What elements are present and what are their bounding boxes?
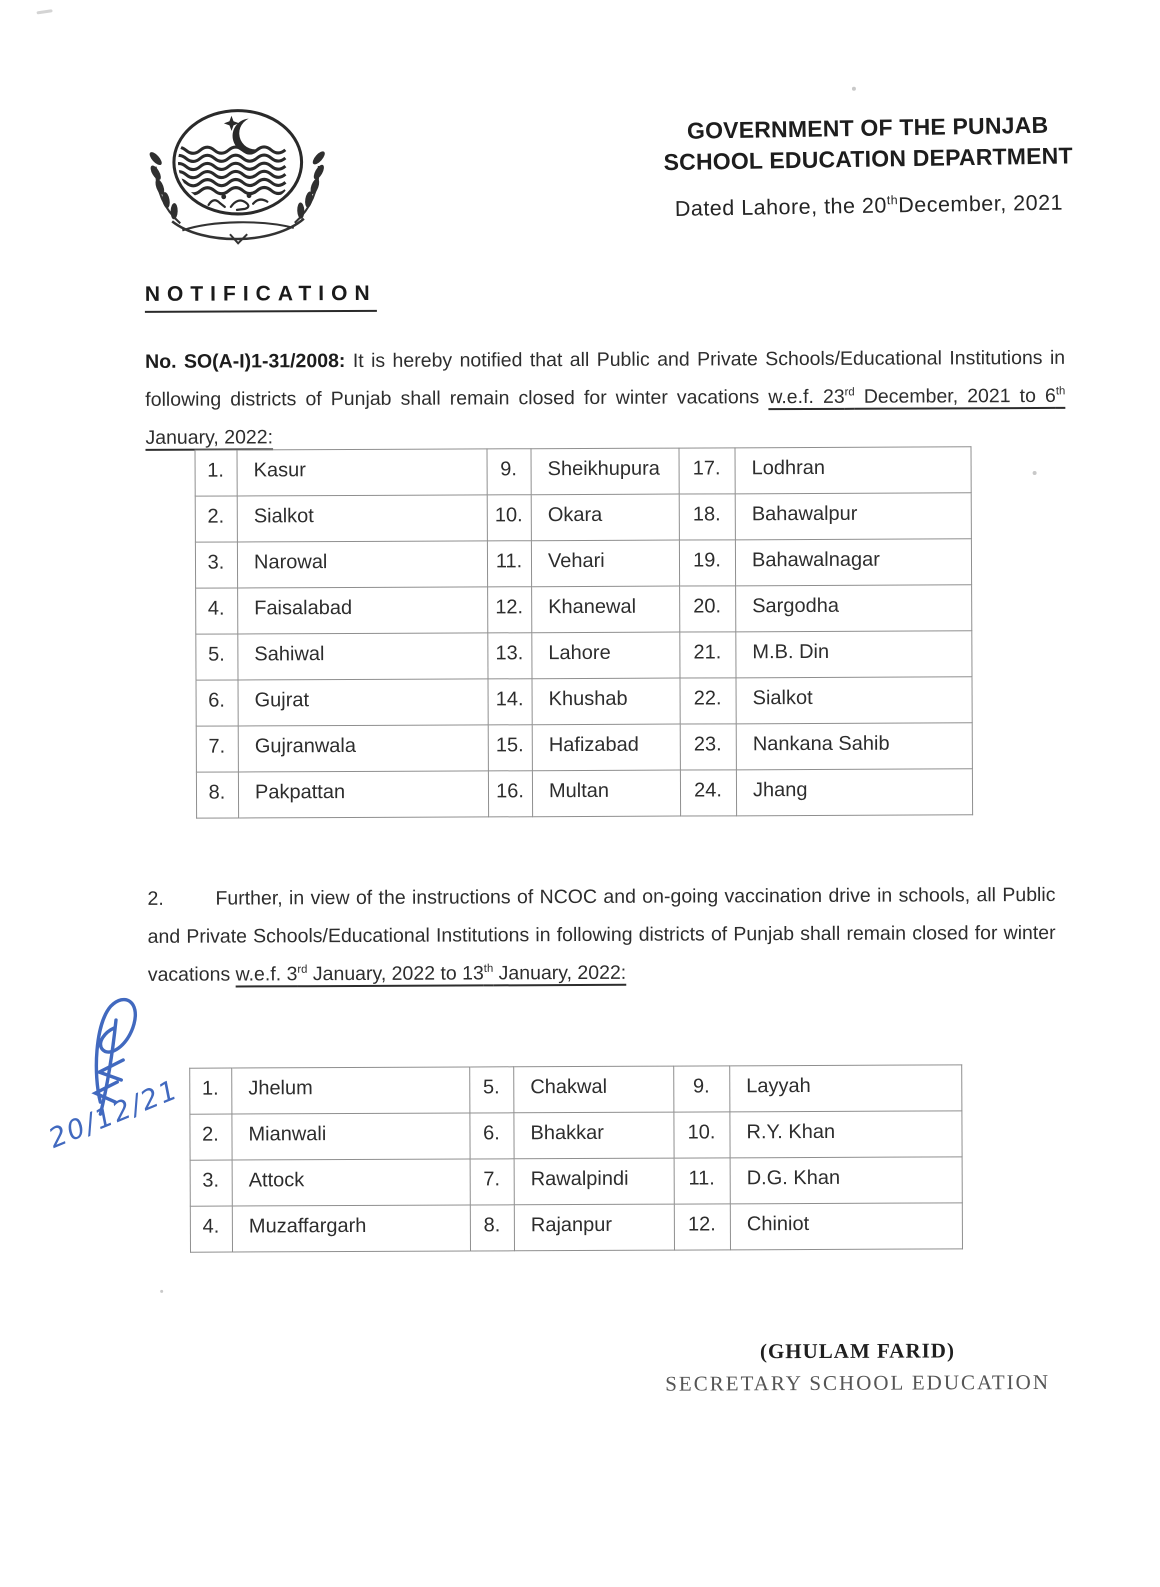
district-name-cell: Lahore <box>532 632 680 679</box>
district-number-cell: 13. <box>488 633 532 679</box>
department-name-line1: GOVERNMENT OF THE PUNJAB <box>686 111 1049 144</box>
district-name-cell: Muzaffargarh <box>232 1205 470 1252</box>
district-name-cell: R.Y. Khan <box>730 1111 962 1158</box>
table-row <box>196 677 972 726</box>
punjab-government-crest-logo <box>143 101 332 256</box>
signature-block <box>622 1338 1092 1397</box>
district-name-cell: Sialkot <box>736 677 972 724</box>
district-number-cell: 10. <box>674 1112 730 1158</box>
district-number-cell: 11. <box>487 541 531 587</box>
district-name-cell: Khushab <box>532 678 680 725</box>
district-number-cell: 7. <box>196 726 238 772</box>
district-number-cell: 12. <box>488 587 532 633</box>
district-name-cell: D.G. Khan <box>730 1157 962 1204</box>
district-name-cell: Nankana Sahib <box>736 723 972 770</box>
rivers-waves-icon <box>172 147 286 194</box>
district-number-cell: 21. <box>680 632 736 678</box>
district-name-cell: Rajanpur <box>514 1204 674 1251</box>
notification-heading: NOTIFICATION <box>145 282 377 313</box>
table-row <box>190 1157 962 1206</box>
district-name-cell: M.B. Din <box>736 631 972 678</box>
district-number-cell: 24. <box>680 770 736 816</box>
district-number-cell: 2. <box>195 496 237 542</box>
table-row <box>190 1065 962 1114</box>
district-number-cell: 2. <box>190 1114 232 1160</box>
district-name-cell: Khanewal <box>532 586 680 633</box>
district-number-cell: 1. <box>195 450 237 496</box>
district-name-cell: Layyah <box>730 1065 962 1112</box>
district-name-cell: Jhelum <box>232 1067 470 1114</box>
paragraph-2-number: 2. <box>147 887 164 910</box>
table-row <box>190 1203 962 1252</box>
district-number-cell: 18. <box>679 494 735 540</box>
winter-vacation-districts-table-1 <box>195 446 974 818</box>
paragraph-1-body: It is hereby notified that all Public and Private Schools/Educational Institutions in following districts of Punjab shall remain closed for winter vacations <box>145 346 1066 411</box>
scan-speck <box>1033 471 1037 475</box>
district-name-cell: Lodhran <box>735 447 971 494</box>
district-name-cell: Chiniot <box>730 1203 962 1250</box>
district-number-cell: 14. <box>488 679 532 725</box>
district-number-cell: 7. <box>470 1159 514 1205</box>
district-name-cell: Bhakkar <box>514 1112 674 1159</box>
table-row <box>196 769 972 818</box>
district-number-cell: 19. <box>679 540 735 586</box>
effective-dates-2: w.e.f. 3rd January, 2022 to 13th January, 2022: <box>235 961 627 986</box>
district-name-cell: Multan <box>532 770 680 817</box>
table-row <box>196 723 972 772</box>
paragraph-2-body: Further, in view of the instructions of NCOC and on-going vaccination drive in schools, all Public and Private Schools/Educational Institutions in following districts of Punjab shall remain closed for winter vacations <box>147 883 1056 986</box>
district-name-cell: Bahawalnagar <box>735 539 971 586</box>
district-number-cell: 17. <box>679 448 735 494</box>
district-name-cell: Kasur <box>237 449 487 496</box>
district-name-cell: Gujrat <box>238 679 488 726</box>
district-name-cell: Vehari <box>531 540 679 587</box>
district-number-cell: 6. <box>470 1113 514 1159</box>
ribbon-icon <box>172 219 304 244</box>
district-name-cell: Narowal <box>237 541 487 588</box>
district-number-cell: 11. <box>674 1158 730 1204</box>
district-number-cell: 5. <box>196 634 238 680</box>
district-name-cell: Rawalpindi <box>514 1158 674 1205</box>
district-name-cell: Sahiwal <box>238 633 488 680</box>
district-number-cell: 12. <box>674 1204 730 1250</box>
effective-dates-1: w.e.f. 23rd December, 2021 to 6th January, 2022: <box>145 384 1066 449</box>
table-row <box>196 631 972 680</box>
district-number-cell: 6. <box>196 680 238 726</box>
header <box>630 109 1106 223</box>
notification-paragraph-1 <box>145 338 1065 456</box>
district-name-cell: Sialkot <box>237 495 487 542</box>
signer-title: SECRETARY SCHOOL EDUCATION <box>665 1369 1051 1396</box>
date-line: Dated Lahore, the 20thDecember, 2021 <box>674 190 1064 221</box>
district-number-cell: 20. <box>680 586 736 632</box>
district-name-cell: Gujranwala <box>238 725 488 772</box>
district-name-cell: Okara <box>531 494 679 541</box>
district-name-cell: Bahawalpur <box>735 493 971 540</box>
district-number-cell: 3. <box>190 1160 232 1206</box>
district-number-cell: 16. <box>488 771 532 817</box>
district-number-cell: 8. <box>470 1205 514 1251</box>
table-row <box>190 1111 962 1160</box>
district-name-cell: Chakwal <box>514 1066 674 1113</box>
scan-speck <box>852 87 856 91</box>
reference-number: No. SO(A-I)1-31/2008: <box>145 349 346 373</box>
district-name-cell: Attock <box>232 1159 470 1206</box>
notification-paragraph-2 <box>147 875 1055 993</box>
department-name-line2: SCHOOL EDUCATION DEPARTMENT <box>663 142 1073 176</box>
district-name-cell: Sargodha <box>736 585 972 632</box>
district-name-cell: Sheikhupura <box>531 448 679 495</box>
district-number-cell: 23. <box>680 724 736 770</box>
table-row <box>195 447 971 496</box>
table-row <box>196 585 972 634</box>
table-row <box>195 539 971 588</box>
table-row <box>195 493 971 542</box>
district-name-cell: Faisalabad <box>238 587 488 634</box>
district-name-cell: Hafizabad <box>532 724 680 771</box>
scan-speck <box>36 9 52 14</box>
handwritten-signature <box>43 990 196 1169</box>
district-number-cell: 9. <box>487 449 531 495</box>
district-number-cell: 9. <box>674 1066 730 1112</box>
district-number-cell: 5. <box>470 1067 514 1113</box>
scan-speck <box>160 1290 163 1293</box>
district-number-cell: 1. <box>190 1068 232 1114</box>
district-name-cell: Jhang <box>736 769 972 816</box>
urdu-inscription <box>209 194 268 210</box>
district-number-cell: 8. <box>196 772 238 818</box>
district-number-cell: 22. <box>680 678 736 724</box>
winter-vacation-districts-table-2 <box>189 1064 963 1252</box>
wheat-right-icon <box>294 149 327 222</box>
district-name-cell: Pakpattan <box>238 771 488 818</box>
district-number-cell: 10. <box>487 495 531 541</box>
district-number-cell: 4. <box>196 588 238 634</box>
district-name-cell: Mianwali <box>232 1113 470 1160</box>
district-number-cell: 15. <box>488 725 532 771</box>
handwritten-date: 20/12/21 <box>44 1074 184 1155</box>
district-number-cell: 4. <box>190 1206 232 1252</box>
signer-name: (GHULAM FARID) <box>759 1338 955 1364</box>
district-number-cell: 3. <box>195 542 237 588</box>
